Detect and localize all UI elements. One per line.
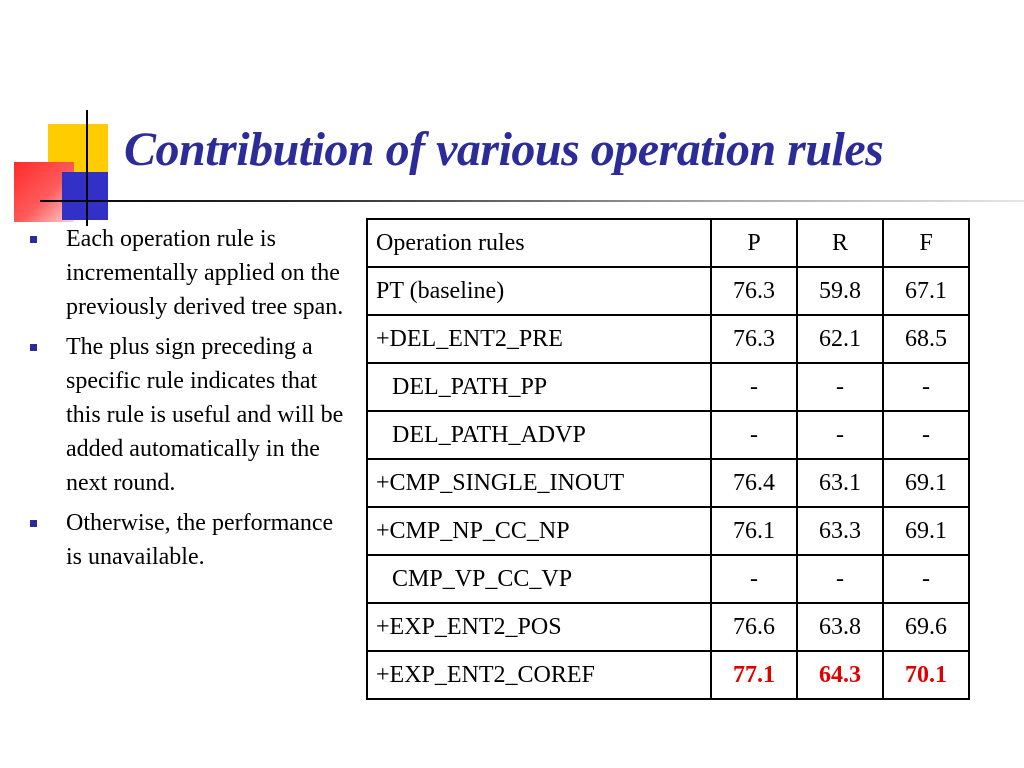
precision-cell: 76.3: [711, 315, 797, 363]
bullet-list: [28, 222, 344, 580]
precision-cell: 76.1: [711, 507, 797, 555]
f-score-cell: 69.1: [883, 507, 969, 555]
table-row: [367, 267, 969, 315]
recall-cell: 62.1: [797, 315, 883, 363]
bullet-item: [28, 330, 344, 500]
f-score-cell: 69.1: [883, 459, 969, 507]
rule-name-cell: +CMP_SINGLE_INOUT: [367, 459, 711, 507]
rule-name-cell: CMP_VP_CC_VP: [367, 555, 711, 603]
rule-name-cell: +EXP_ENT2_COREF: [367, 651, 711, 699]
rule-name-cell: PT (baseline): [367, 267, 711, 315]
header-cell-f: F: [883, 219, 969, 267]
recall-cell: -: [797, 363, 883, 411]
precision-cell-best: 77.1: [711, 651, 797, 699]
f-score-cell: 67.1: [883, 267, 969, 315]
header-cell-p: P: [711, 219, 797, 267]
table-row: [367, 555, 969, 603]
rule-name-cell: +EXP_ENT2_POS: [367, 603, 711, 651]
table-row: [367, 411, 969, 459]
f-score-cell: -: [883, 555, 969, 603]
f-score-cell: -: [883, 363, 969, 411]
bullet-text: The plus sign preceding a specific rule indicates that this rule is useful and will be added automatically in the next round.: [66, 334, 344, 496]
recall-cell: -: [797, 555, 883, 603]
bullet-item: [28, 222, 344, 324]
operation-rules-table: [366, 218, 970, 700]
rule-name-cell: +CMP_NP_CC_NP: [367, 507, 711, 555]
rule-name-cell: DEL_PATH_PP: [367, 363, 711, 411]
precision-cell: 76.4: [711, 459, 797, 507]
recall-cell: -: [797, 411, 883, 459]
decor-vertical-line: [86, 110, 88, 226]
rule-name-cell: +DEL_ENT2_PRE: [367, 315, 711, 363]
square-bullet-icon: [30, 344, 37, 351]
recall-cell: 63.8: [797, 603, 883, 651]
precision-cell: 76.3: [711, 267, 797, 315]
precision-cell: -: [711, 363, 797, 411]
table-row: [367, 603, 969, 651]
table-row: [367, 315, 969, 363]
rule-name-cell: DEL_PATH_ADVP: [367, 411, 711, 459]
table-row: [367, 363, 969, 411]
f-score-cell: 69.6: [883, 603, 969, 651]
recall-cell-best: 64.3: [797, 651, 883, 699]
header-cell-r: R: [797, 219, 883, 267]
precision-cell: -: [711, 411, 797, 459]
square-bullet-icon: [30, 236, 37, 243]
bullet-text: Otherwise, the performance is unavailable.: [66, 510, 334, 570]
title-underline: [40, 200, 1024, 202]
f-score-cell: 68.5: [883, 315, 969, 363]
slide-title: Contribution of various operation rules: [124, 123, 884, 176]
header-cell-operation-rules: Operation rules: [367, 219, 711, 267]
table-header-row: [367, 219, 969, 267]
decor-blue-square: [62, 172, 108, 220]
f-score-cell-best: 70.1: [883, 651, 969, 699]
bullet-item: [28, 506, 344, 574]
precision-cell: -: [711, 555, 797, 603]
recall-cell: 63.3: [797, 507, 883, 555]
square-bullet-icon: [30, 520, 37, 527]
table-row: [367, 507, 969, 555]
recall-cell: 63.1: [797, 459, 883, 507]
recall-cell: 59.8: [797, 267, 883, 315]
table-row-best: [367, 651, 969, 699]
table-row: [367, 459, 969, 507]
f-score-cell: -: [883, 411, 969, 459]
bullet-text: Each operation rule is incrementally applied on the previously derived tree span.: [66, 226, 344, 320]
precision-cell: 76.6: [711, 603, 797, 651]
